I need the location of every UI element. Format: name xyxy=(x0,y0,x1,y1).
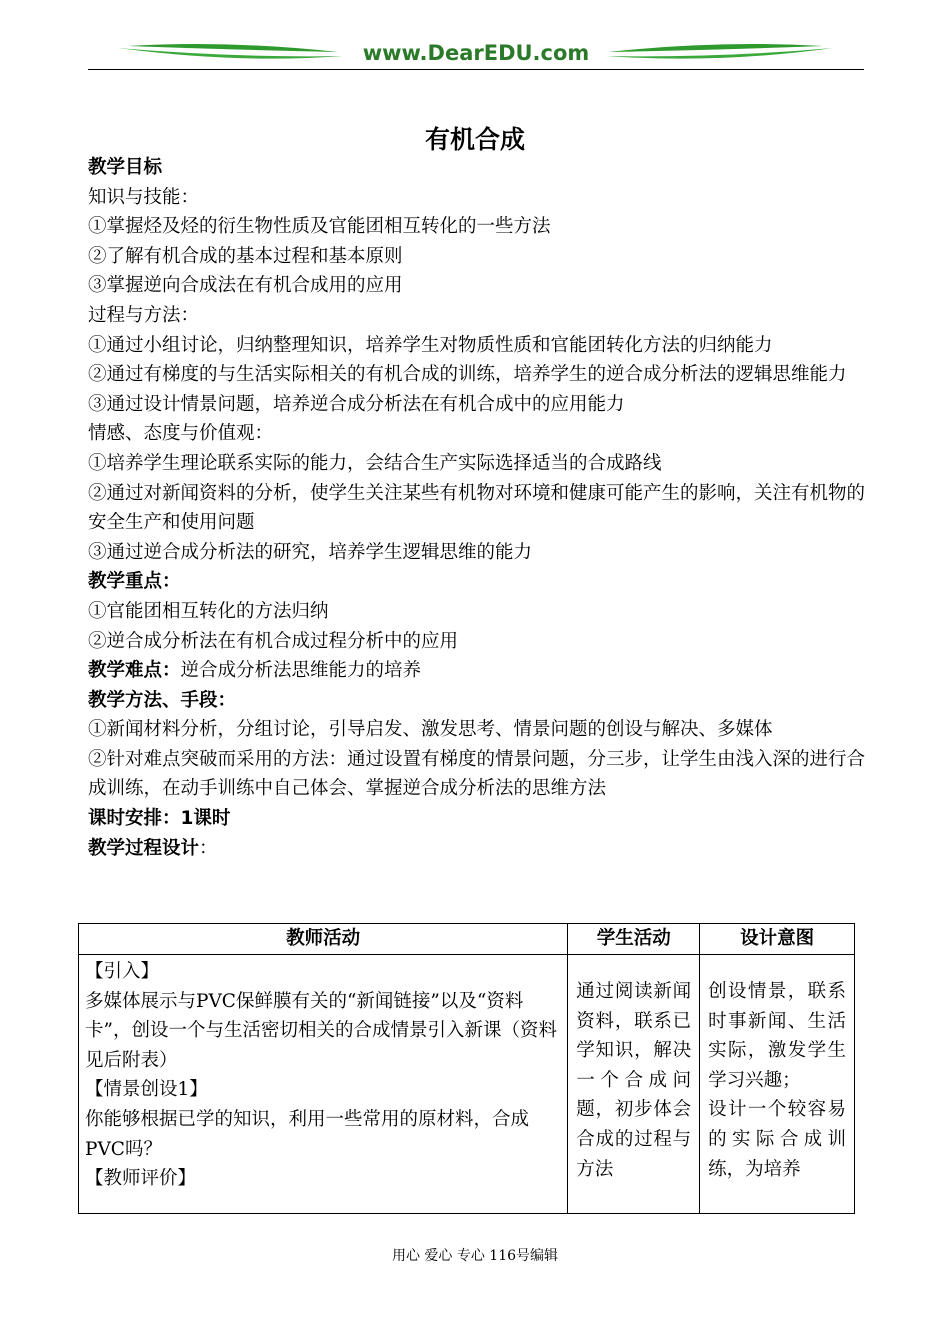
knowledge-item: ①掌握烃及烃的衍生物性质及官能团相互转化的一些方法 xyxy=(88,216,551,238)
method-item: ②针对难点突破而采用的方法：通过设置有梯度的情景问题，分三步，让学生由浅入深的进行合成训练，在动手训练中自己体会、掌握逆合成分析法的思维方法 xyxy=(88,748,866,800)
method-item: ①新闻材料分析，分组讨论，引导启发、激发思考、情景问题的创设与解决、多媒体 xyxy=(88,719,773,741)
process-item: ③通过设计情景问题，培养逆合成分析法在有机合成中的应用能力 xyxy=(88,393,625,415)
lesson-plan-table xyxy=(78,923,855,1214)
design-intent-cell xyxy=(700,955,855,1214)
table-header-row xyxy=(79,924,855,955)
methods-heading: 教学方法、手段： xyxy=(88,689,237,711)
process-item: ②通过有梯度的与生活实际相关的有机合成的训练，培养学生的逆合成分析法的逻辑思维能力 xyxy=(88,364,847,386)
difficulty-label: 教学难点： xyxy=(88,660,181,682)
header-rule xyxy=(88,69,864,70)
schedule-line: 课时安排：1课时 xyxy=(88,808,231,830)
emotion-item: ①培养学生理论联系实际的能力，会结合生产实际选择适当的合成路线 xyxy=(88,452,662,474)
objectives-heading: 教学目标 xyxy=(88,157,163,178)
key-points-heading: 教学重点： xyxy=(88,571,181,593)
process-design-colon: ： xyxy=(199,837,218,859)
knowledge-item: ②了解有机合成的基本过程和基本原则 xyxy=(88,245,403,267)
header-teacher-activity: 教师活动 xyxy=(79,924,568,955)
header-student-activity: 学生活动 xyxy=(568,924,700,955)
teacher-activity-cell xyxy=(79,955,568,1214)
table-row xyxy=(79,955,855,1214)
knowledge-item: ③掌握逆向合成法在有机合成用的应用 xyxy=(88,275,403,297)
site-logo xyxy=(88,38,864,68)
emotion-item: ②通过对新闻资料的分析，使学生关注某些有机物对环境和健康可能产生的影响，关注有机物的安全生产和使用问题 xyxy=(88,482,866,534)
lesson-content xyxy=(88,153,868,863)
knowledge-label: 知识与技能： xyxy=(88,186,200,208)
header-design-intent: 设计意图 xyxy=(700,924,855,955)
emotion-label: 情感、态度与价值观： xyxy=(88,423,274,445)
teacher-line: 你能够根据已学的知识，利用一些常用的原材料，合成PVC吗？ xyxy=(85,1108,530,1160)
student-activity-cell xyxy=(568,955,700,1214)
teacher-line: 【引入】 xyxy=(85,961,160,982)
difficulty-text: 逆合成分析法思维能力的培养 xyxy=(180,660,422,682)
intent-line: 创设情景，联系时事新闻、生活实际，激发学生学习兴趣； xyxy=(708,981,846,1091)
key-point-item: ②逆合成分析法在有机合成过程分析中的应用 xyxy=(88,630,459,652)
page-title: 有机合成 xyxy=(424,125,525,154)
process-design-label: 教学过程设计 xyxy=(88,837,200,859)
student-text: 通过阅读新闻资料，联系已学知识，解决一个合成问题，初步体会合成的过程与方法 xyxy=(576,981,692,1180)
page-footer: 用心 爱心 专心 116号编辑 xyxy=(391,1248,559,1264)
process-label: 过程与方法： xyxy=(88,304,200,326)
teacher-line: 多媒体展示与PVC保鲜膜有关的“新闻链接”以及“资料卡”，创设一个与生活密切相关的合成情景引入新课（资料见后附表） xyxy=(85,990,557,1071)
logo-text: www.DearEDU.com xyxy=(362,41,590,65)
teacher-line: 【情景创设1】 xyxy=(85,1079,208,1101)
intent-line: 设计一个较容易的实际合成训练，为培养 xyxy=(708,1099,846,1180)
emotion-item: ③通过逆合成分析法的研究，培养学生逻辑思维的能力 xyxy=(88,541,533,563)
difficulty-line xyxy=(88,656,868,686)
page-header xyxy=(88,38,864,70)
process-item: ①通过小组讨论，归纳整理知识，培养学生对物质性质和官能团转化方法的归纳能力 xyxy=(88,334,773,356)
process-design-line xyxy=(88,834,868,864)
teacher-line: 【教师评价】 xyxy=(85,1168,197,1190)
key-point-item: ①官能团相互转化的方法归纳 xyxy=(88,600,329,622)
